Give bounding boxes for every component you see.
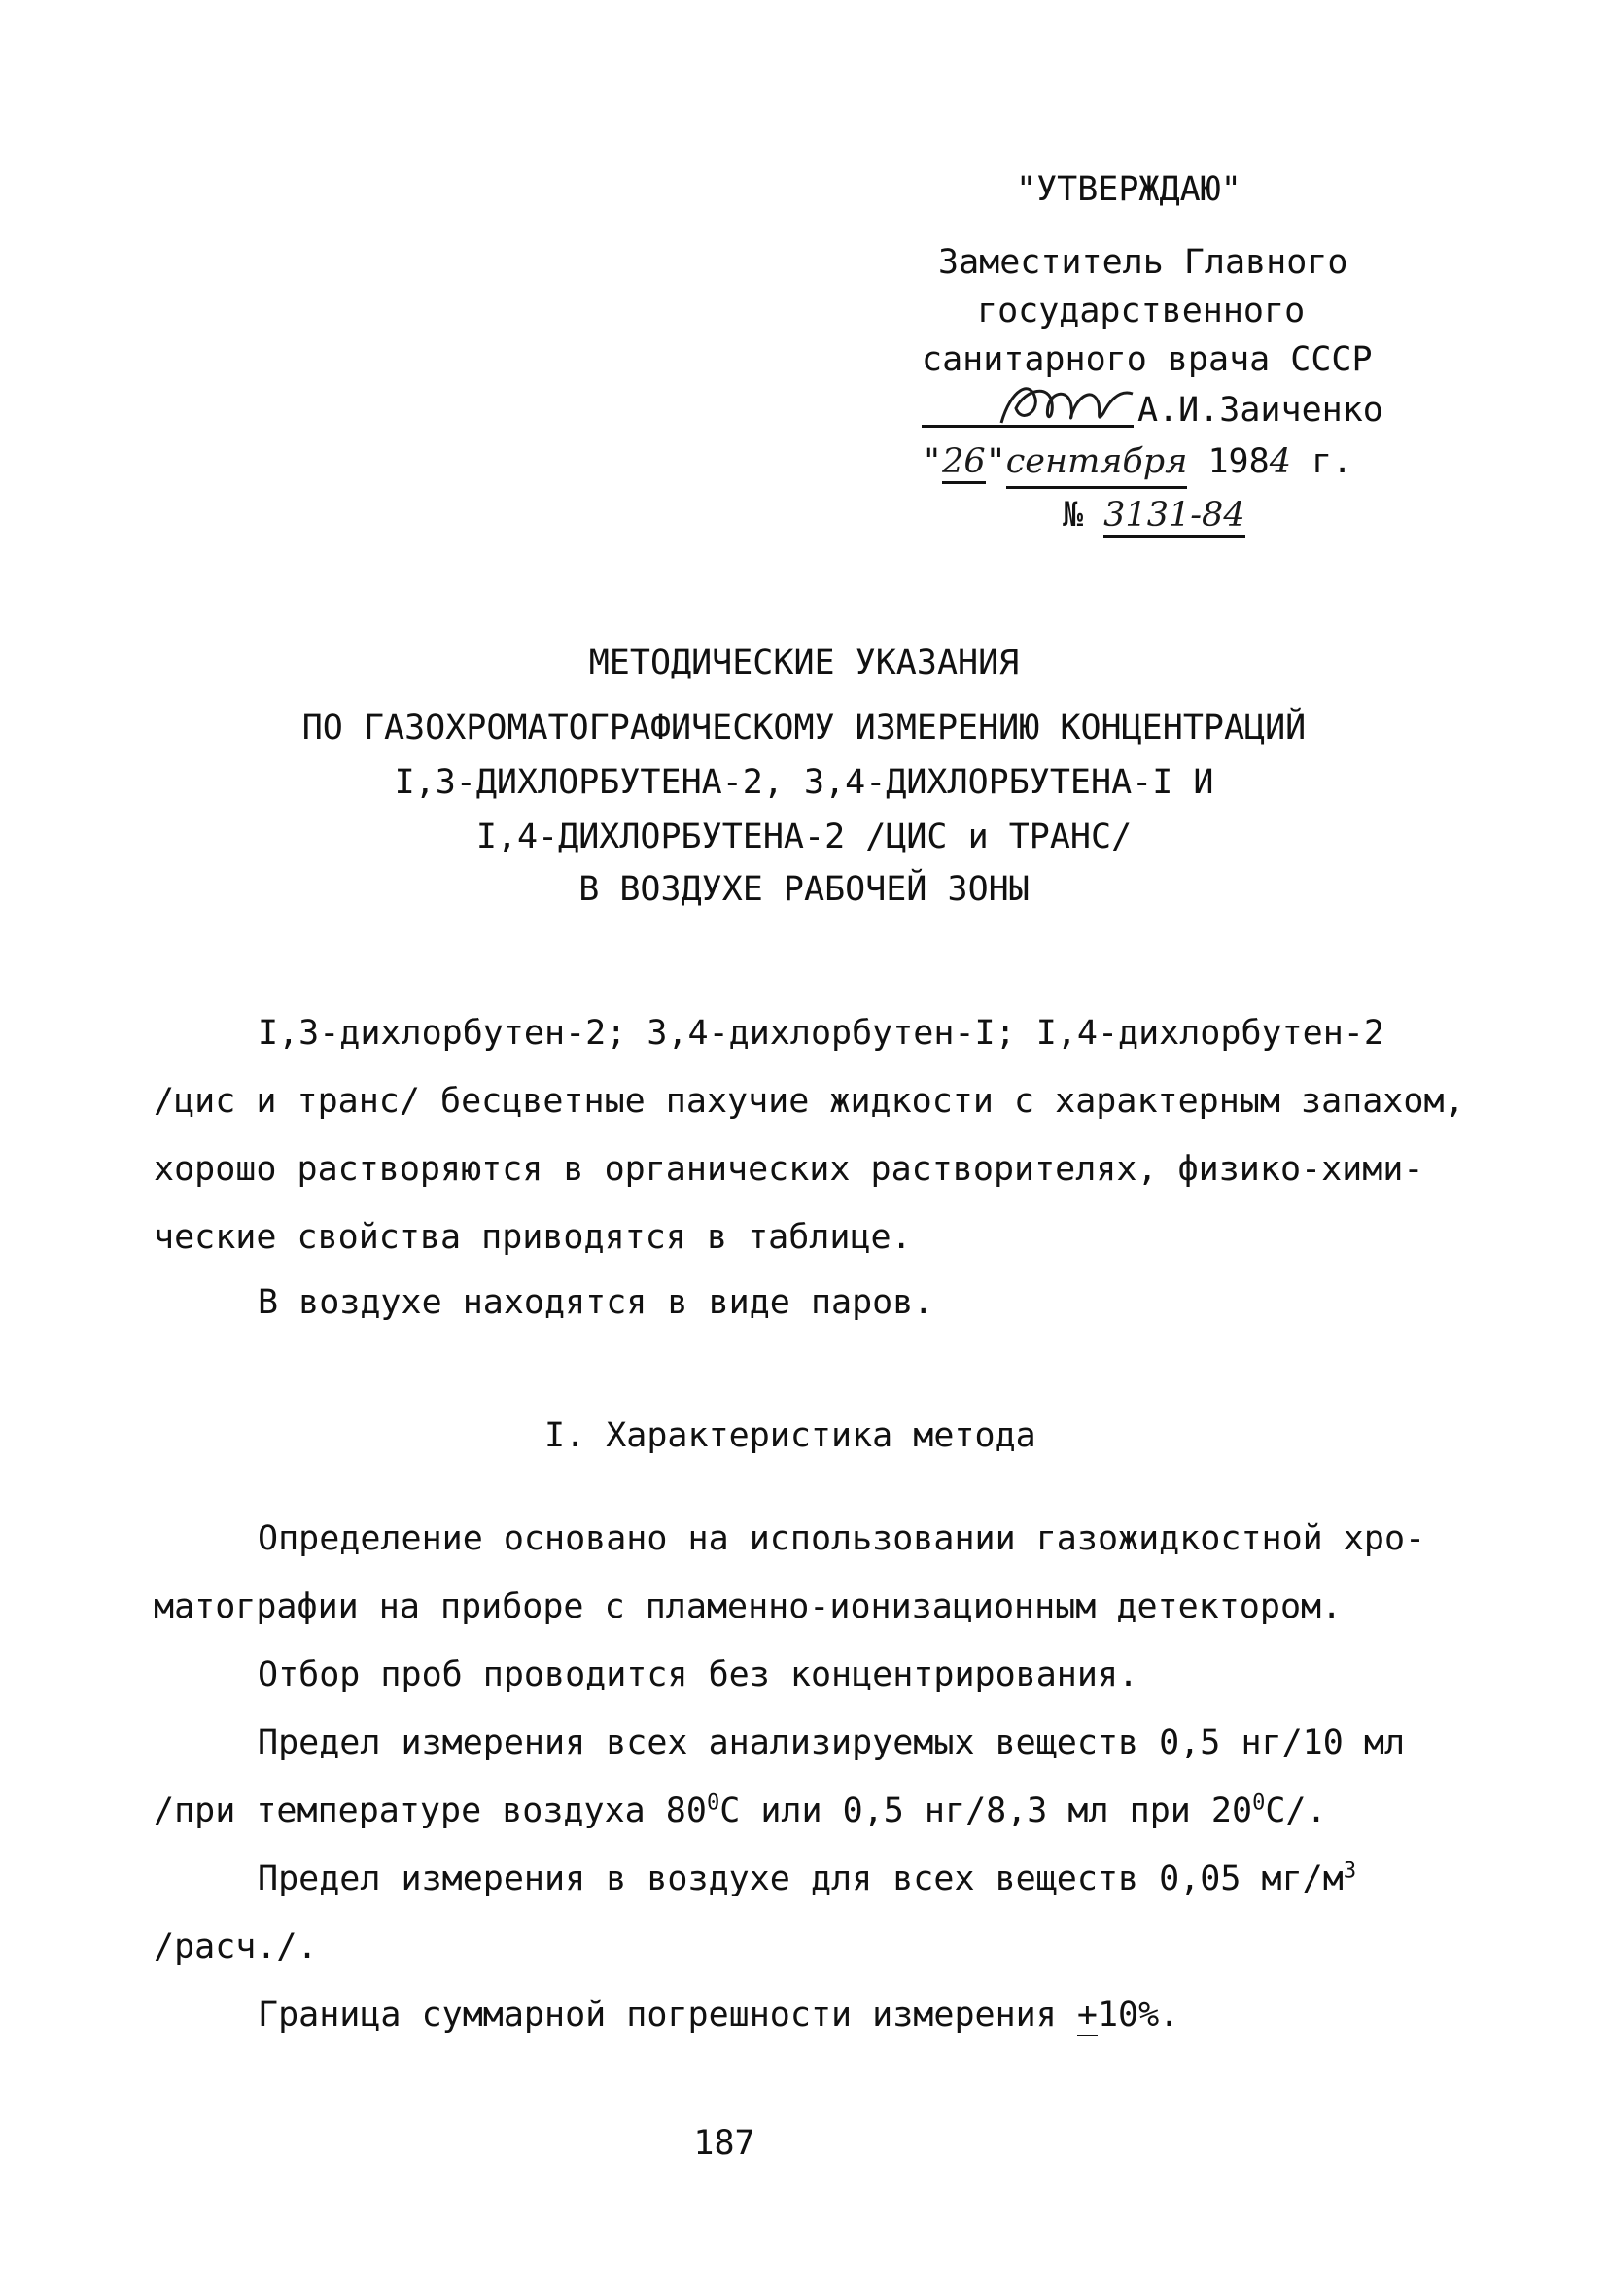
section1-p1-line2: матографии на приборе с пламенно-ионизационным детектором.: [154, 1587, 1343, 1626]
degree-mark: 0: [706, 1791, 720, 1816]
section1-p1-line1: Определение основано на использовании газожидкостной хро-: [258, 1519, 1426, 1558]
date-suffix: г.: [1311, 442, 1353, 481]
title-line2: ПО ГАЗОХРОМАТОГРАФИЧЕСКОМУ ИЗМЕРЕНИЮ КОНЦЕНТРАЦИЙ: [301, 709, 1307, 748]
section1-p5: [258, 1981, 1179, 2049]
section1-heading: I. Характеристика метода: [544, 1416, 1036, 1455]
number-value: 3131-84: [1103, 496, 1244, 538]
p5-text: Граница суммарной погрешности измерения: [258, 1996, 1077, 2035]
approval-position-line2: государственного: [977, 292, 1306, 330]
page-number: 187: [693, 2124, 755, 2163]
date-open-quote: ": [922, 442, 943, 481]
section1-p3-line1: Предел измерения всех анализируемых веществ 0,5 нг/10 мл: [258, 1723, 1406, 1762]
date-month: сентября: [1006, 437, 1188, 489]
approval-number: [1063, 491, 1245, 539]
title-line1: МЕТОДИЧЕСКИЕ УКАЗАНИЯ: [588, 644, 1020, 682]
intro-p1-line1: I,3-дихлорбутен-2; 3,4-дихлорбутен-I; I,4-дихлорбутен-2: [258, 1014, 1384, 1053]
date-mid-quote: ": [985, 442, 1006, 481]
intro-p1-line3: хорошо растворяются в органических растворителях, физико-хими-: [154, 1150, 1424, 1189]
plus-minus-sign: +: [1076, 1996, 1098, 2035]
section1-p2: Отбор проб проводится без концентрирования.: [258, 1655, 1139, 1694]
p4-text: Предел измерения в воздухе для всех веществ 0,05 мг/м: [258, 1860, 1344, 1898]
cube-superscript: 3: [1343, 1859, 1357, 1884]
title-line4: I,4-ДИХЛОРБУТЕНА-2 /ЦИС и ТРАНС/: [475, 818, 1133, 856]
p5-value: 10%.: [1097, 1996, 1180, 2035]
title-line5: В ВОЗДУХЕ РАБОЧЕЙ ЗОНЫ: [578, 870, 1030, 909]
approval-position-line1: Заместитель Главного: [938, 243, 1348, 282]
degree-mark: 0: [1252, 1791, 1266, 1816]
date-year-digit: 4: [1269, 442, 1291, 481]
intro-p1-line2: /цис и транс/ бесцветные пахучие жидкости с характерным запахом,: [154, 1082, 1465, 1121]
approval-name: А.И.Заиченко: [1137, 391, 1383, 430]
section1-p3-line2: [154, 1777, 1327, 1845]
approval-stamp: "УТВЕРЖДАЮ": [1016, 170, 1241, 209]
number-prefix: №: [1063, 496, 1084, 535]
p3-text-b: С или 0,5 нг/8,3 мл при 20: [719, 1792, 1253, 1830]
p3-text-c: С/.: [1265, 1792, 1327, 1830]
intro-p1-line4: ческие свойства приводятся в таблице.: [154, 1218, 912, 1257]
handwritten-signature: [992, 369, 1137, 437]
date-year-prefix: 198: [1207, 442, 1270, 481]
approval-date: [922, 437, 1352, 489]
section1-p4-line1: [258, 1845, 1356, 1913]
p3-text-a: /при температуре воздуха 80: [154, 1792, 707, 1830]
approval-position-line3: санитарного врача СССР: [922, 340, 1373, 379]
section1-p4-line2: /расч./.: [154, 1928, 318, 1966]
title-line3: I,3-ДИХЛОРБУТЕНА-2, 3,4-ДИХЛОРБУТЕНА-I И: [394, 763, 1214, 802]
date-day: 26: [942, 442, 986, 484]
intro-p2: В воздухе находятся в виде паров.: [258, 1283, 934, 1322]
